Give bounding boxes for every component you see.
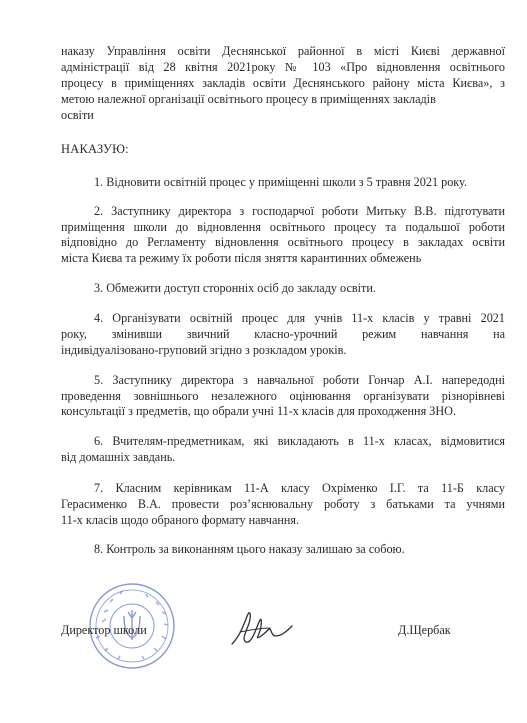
item-2-line-1: 2. Заступнику директора з господарчої роботи Митьку В.В. підготувати: [94, 204, 505, 218]
intro-line-5: освіти: [61, 108, 94, 122]
handwritten-signature: [226, 606, 298, 652]
item-2-line-3: відповідно до Регламенту відновлення освітнього процесу в закладах освіти: [61, 235, 505, 249]
item-4-line-3: індивідуалізовано-груповий згідно з розкладом уроків.: [61, 343, 347, 357]
item-3-line-1: 3. Обмежити доступ сторонніх осіб до закладу освіти.: [94, 281, 376, 295]
item-7-line-3: 11-х класів щодо обраного формату навчання.: [61, 513, 300, 527]
director-label: Директор школи: [61, 623, 147, 637]
item-4-line-2: року, змінивши звичний класно-урочний режим навчання на: [61, 327, 505, 341]
item-7-line-2: Герасименко В.А. провести роз’яснювальну роботу з батьками та учнями: [61, 497, 505, 511]
item-2-line-4: міста Києва та режиму їх роботи після зняття карантинних обмежень: [61, 251, 422, 265]
item-4-line-1: 4. Організувати освітній процес для учнів 11-х класів у травні 2021: [94, 311, 505, 325]
order-heading: НАКАЗУЮ:: [61, 142, 129, 156]
intro-line-1: наказу Управління освіти Деснянської районної в місті Києві державної: [61, 44, 505, 58]
intro-line-4: метою належної організації освітнього процесу в приміщеннях закладів: [61, 92, 436, 106]
item-8-line-1: 8. Контроль за виконанням цього наказу залишаю за собою.: [94, 542, 405, 556]
item-5-line-2: проведення зовнішнього незалежного оцінювання організувати різнорівневі: [61, 389, 505, 403]
item-1-line-1: 1. Відновити освітній процес у приміщенні школи з 5 травня 2021 року.: [94, 175, 467, 189]
intro-line-2: адміністрації від 28 квітня 2021року № 103 «Про відновлення освітнього: [61, 60, 505, 74]
director-name: Д.Щербак: [398, 623, 451, 637]
item-6-line-1: 6. Вчителям-предметникам, які викладають в 11-х класах, відмовитися: [94, 434, 505, 448]
intro-line-3: процесу в приміщеннях закладів освіти Деснянського району міста Києва», з: [61, 76, 505, 90]
item-6-line-2: від домашніх завдань.: [61, 450, 176, 464]
item-5-line-3: консультації з предметів, що обрали учні 11-х класів для проходження ЗНО.: [61, 404, 456, 418]
item-5-line-1: 5. Заступнику директора з навчальної роботи Гончар А.І. напередодні: [94, 373, 505, 387]
item-7-line-1: 7. Класним керівникам 11-А класу Охріменко І.Г. та 11-Б класу: [94, 481, 505, 495]
item-2-line-2: приміщення школи до відновлення освітнього процесу та подальшої роботи: [61, 220, 505, 234]
